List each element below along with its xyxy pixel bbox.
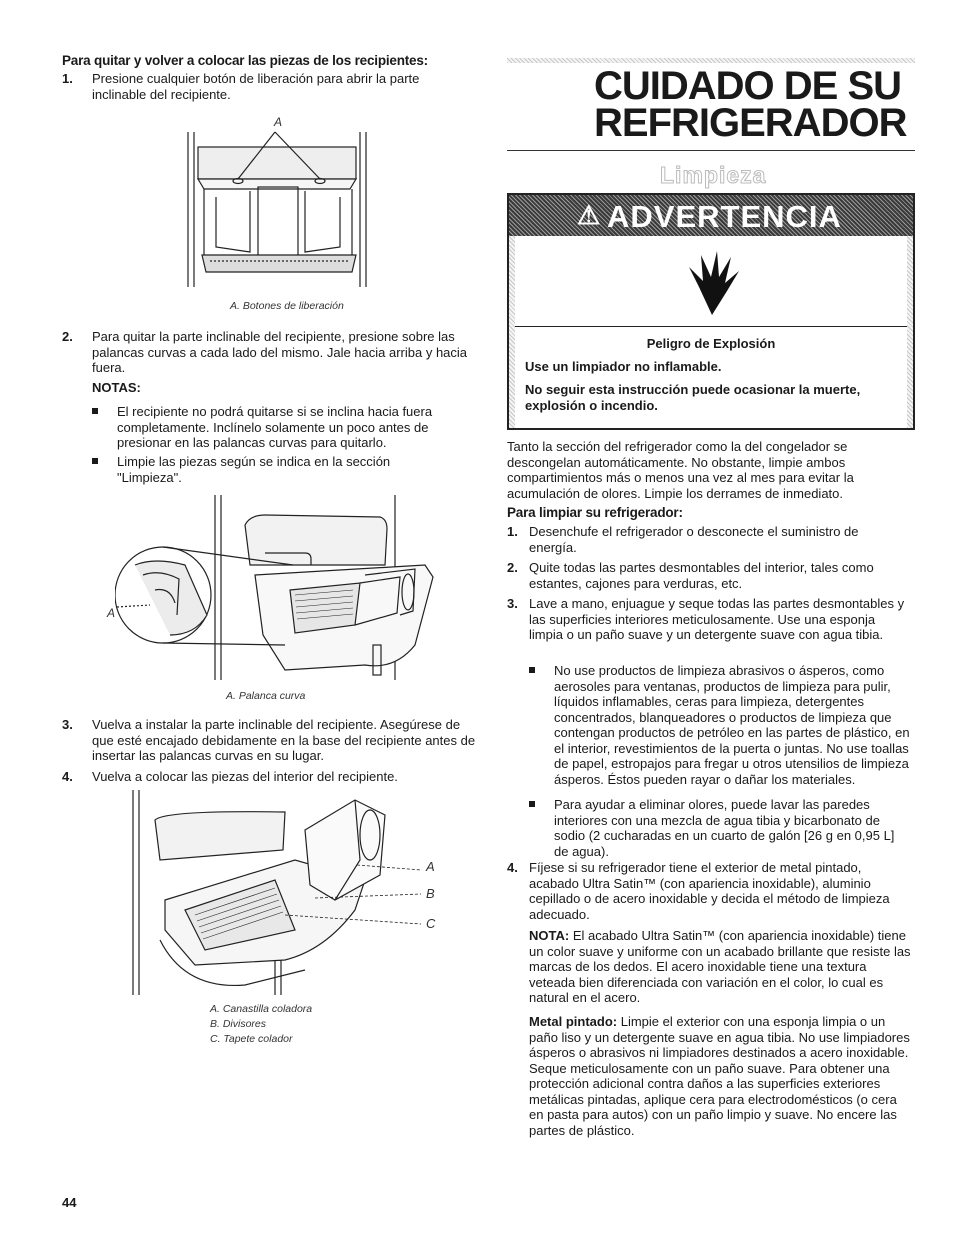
figure3-caption-c: C. Tapete colador <box>210 1033 293 1045</box>
note-1 <box>92 404 464 451</box>
clean-step-2 <box>507 560 915 591</box>
step-2 <box>62 329 480 376</box>
note-text: Limpie las piezas según se indica en la sección "Limpieza". <box>117 454 391 485</box>
warning-box <box>507 193 915 430</box>
figure3-label-b: B <box>426 886 435 901</box>
nota-text: El acabado Ultra Satin™ (con apariencia inoxidable) tiene un color suave y uniforme con un acabado brillante que resiste las marcas de los dedos. El acero inoxidable tiene una textura veteada bien diferenciada con variación en el color, lo cual es natural en el acero. <box>529 928 911 1005</box>
warning-side-right <box>907 236 913 428</box>
nota-label: NOTA: <box>529 928 570 943</box>
step-number: 3. <box>507 596 518 611</box>
bullet-icon <box>92 458 98 464</box>
step-text: Para quitar la parte inclinable del recipiente, presione sobre las palancas curvas a cada lado del mismo. Jale hacia arriba y hacia fuera. <box>92 329 468 375</box>
step-text: Vuelva a colocar las piezas del interior del recipiente. <box>92 769 398 784</box>
nota-paragraph <box>529 928 911 1006</box>
figure1-label-a: A <box>274 115 283 129</box>
step-text: Fíjese si su refrigerador tiene el exterior de metal pintado, acabado Ultra Satin™ (con apariencia inoxidable), aluminio cepillado o de acero inoxidable y decida el método de limpieza adecuado. <box>529 860 890 922</box>
page-number: 44 <box>62 1195 77 1210</box>
painted-metal-paragraph <box>529 1014 911 1138</box>
bullet-icon <box>529 801 535 807</box>
figure3-caption-a: A. Canastilla coladora <box>210 1003 313 1015</box>
bullet-icon <box>92 408 98 414</box>
warning-line1: Use un limpiador no inflamable. <box>525 359 722 374</box>
step-number: 1. <box>62 71 73 86</box>
warning-side-left <box>509 236 515 428</box>
step-1 <box>62 71 462 102</box>
section-heading-limpieza: Limpieza <box>660 162 767 188</box>
figure3-label-c: C <box>426 916 436 931</box>
title-divider <box>507 150 915 151</box>
page-title-line2: REFRIGERADOR <box>594 101 907 145</box>
figure2-label-a: A <box>107 606 116 620</box>
bullet-text: Para ayudar a eliminar olores, puede lavar las paredes interiores con una mezcla de agua tibia y bicarbonato de sodio (2 cucharadas en un cuarto de galón [26 g en 0,95 L] de agua). <box>554 797 895 859</box>
step-text: Quite todas las partes desmontables del interior, tales como estantes, cajones para verduras, etc. <box>529 560 874 591</box>
step-number: 1. <box>507 524 518 539</box>
figure3-bin-parts <box>125 790 425 1000</box>
warning-header-text: ADVERTENCIA <box>607 199 842 234</box>
painted-metal-text: Limpie el exterior con una esponja limpia o un paño liso y un detergente suave en agua tibia. No use limpiadores ásperos o abrasivos ni limpiadores destinados a acero inoxidable. Seque meticulosamente con un paño suave. Para obtener una protección adicional contra daños a las superficies exteriores metálicas pintadas, aplique cera para electrodomésticos (o cera en pasta para autos) con un paño limpio y suave. No encere las partes de plástico. <box>529 1014 910 1138</box>
clean-step-3-bullet-1 <box>529 663 911 787</box>
clean-step-3 <box>507 596 907 643</box>
step-number: 3. <box>62 717 73 732</box>
figure3-caption-b: B. Divisores <box>210 1018 267 1030</box>
warning-triangle-icon: ⚠ <box>577 200 601 230</box>
intro-paragraph: Tanto la sección del refrigerador como la del congelador se descongelan automáticamente. No obstante, limpie ambos compartimientos más o menos una vez al mes para evitar la acumulación de olores. Limpie los derrames de inmediato. <box>507 439 854 501</box>
painted-metal-label: Metal pintado: <box>529 1014 618 1029</box>
notes-heading: NOTAS: <box>92 380 141 395</box>
top-rule-hatched <box>507 58 915 63</box>
figure1-bin-release-buttons <box>180 127 380 287</box>
figure1-caption: A. Botones de liberación <box>230 300 344 312</box>
warning-line2: No seguir esta instrucción puede ocasionar la muerte, explosión o incendio. <box>525 382 861 413</box>
step-number: 2. <box>507 560 518 575</box>
step-number: 2. <box>62 329 73 344</box>
cleaning-heading: Para limpiar su refrigerador: <box>507 505 683 520</box>
bullet-text: No use productos de limpieza abrasivos o ásperos, como aerosoles para ventanas, productos de limpieza para pulir, líquidos inflamables, ceras para limpieza, detergentes concentrados, blanqueadores o productos de limpieza que contengan productos de petróleo en las partes de plástico, en el interior, revestimientos de la puerta o juntas. No use toallas de papel, estropajos para fregar u otros utensilios de limpieza ásperos. Éstos pueden rayar o dañar los materiales. <box>554 663 910 787</box>
step-text: Presione cualquier botón de liberación para abrir la parte inclinable del recipiente. <box>92 71 420 102</box>
note-2 <box>92 454 412 485</box>
bullet-icon <box>529 667 535 673</box>
clean-step-4 <box>507 860 907 922</box>
step-3 <box>62 717 480 764</box>
step-text: Vuelva a instalar la parte inclinable del recipiente. Asegúrese de que esté encajado debidamente en la base del recipiente antes de insertar las palancas curvas en su lugar. <box>92 717 476 763</box>
figure2-curved-lever <box>115 495 445 685</box>
warning-header <box>509 195 913 236</box>
warning-danger-label: Peligro de Explosión <box>646 336 776 351</box>
explosion-icon <box>677 247 747 317</box>
clean-step-1 <box>507 524 907 555</box>
step-number: 4. <box>62 769 73 784</box>
step-text: Desenchufe el refrigerador o desconecte el suministro de energía. <box>529 524 859 555</box>
warning-divider <box>509 326 913 327</box>
figure2-caption: A. Palanca curva <box>226 690 306 702</box>
note-text: El recipiente no podrá quitarse si se inclina hacia fuera completamente. Inclínelo solamente un poco antes de presionar en las palancas curvas para quitarlo. <box>117 404 433 450</box>
step-4 <box>62 769 480 785</box>
step-number: 4. <box>507 860 518 875</box>
section-heading-bins: Para quitar y volver a colocar las piezas de los recipientes: <box>62 53 428 68</box>
clean-step-3-bullet-2 <box>529 797 911 859</box>
page-title-line1: CUIDADO DE SU <box>594 64 902 108</box>
step-text: Lave a mano, enjuague y seque todas las partes desmontables y las superficies interiores meticulosamente. Use una esponja limpia o un paño suave y un detergente suave con agua tibia. <box>529 596 905 642</box>
figure3-label-a: A <box>426 859 435 874</box>
